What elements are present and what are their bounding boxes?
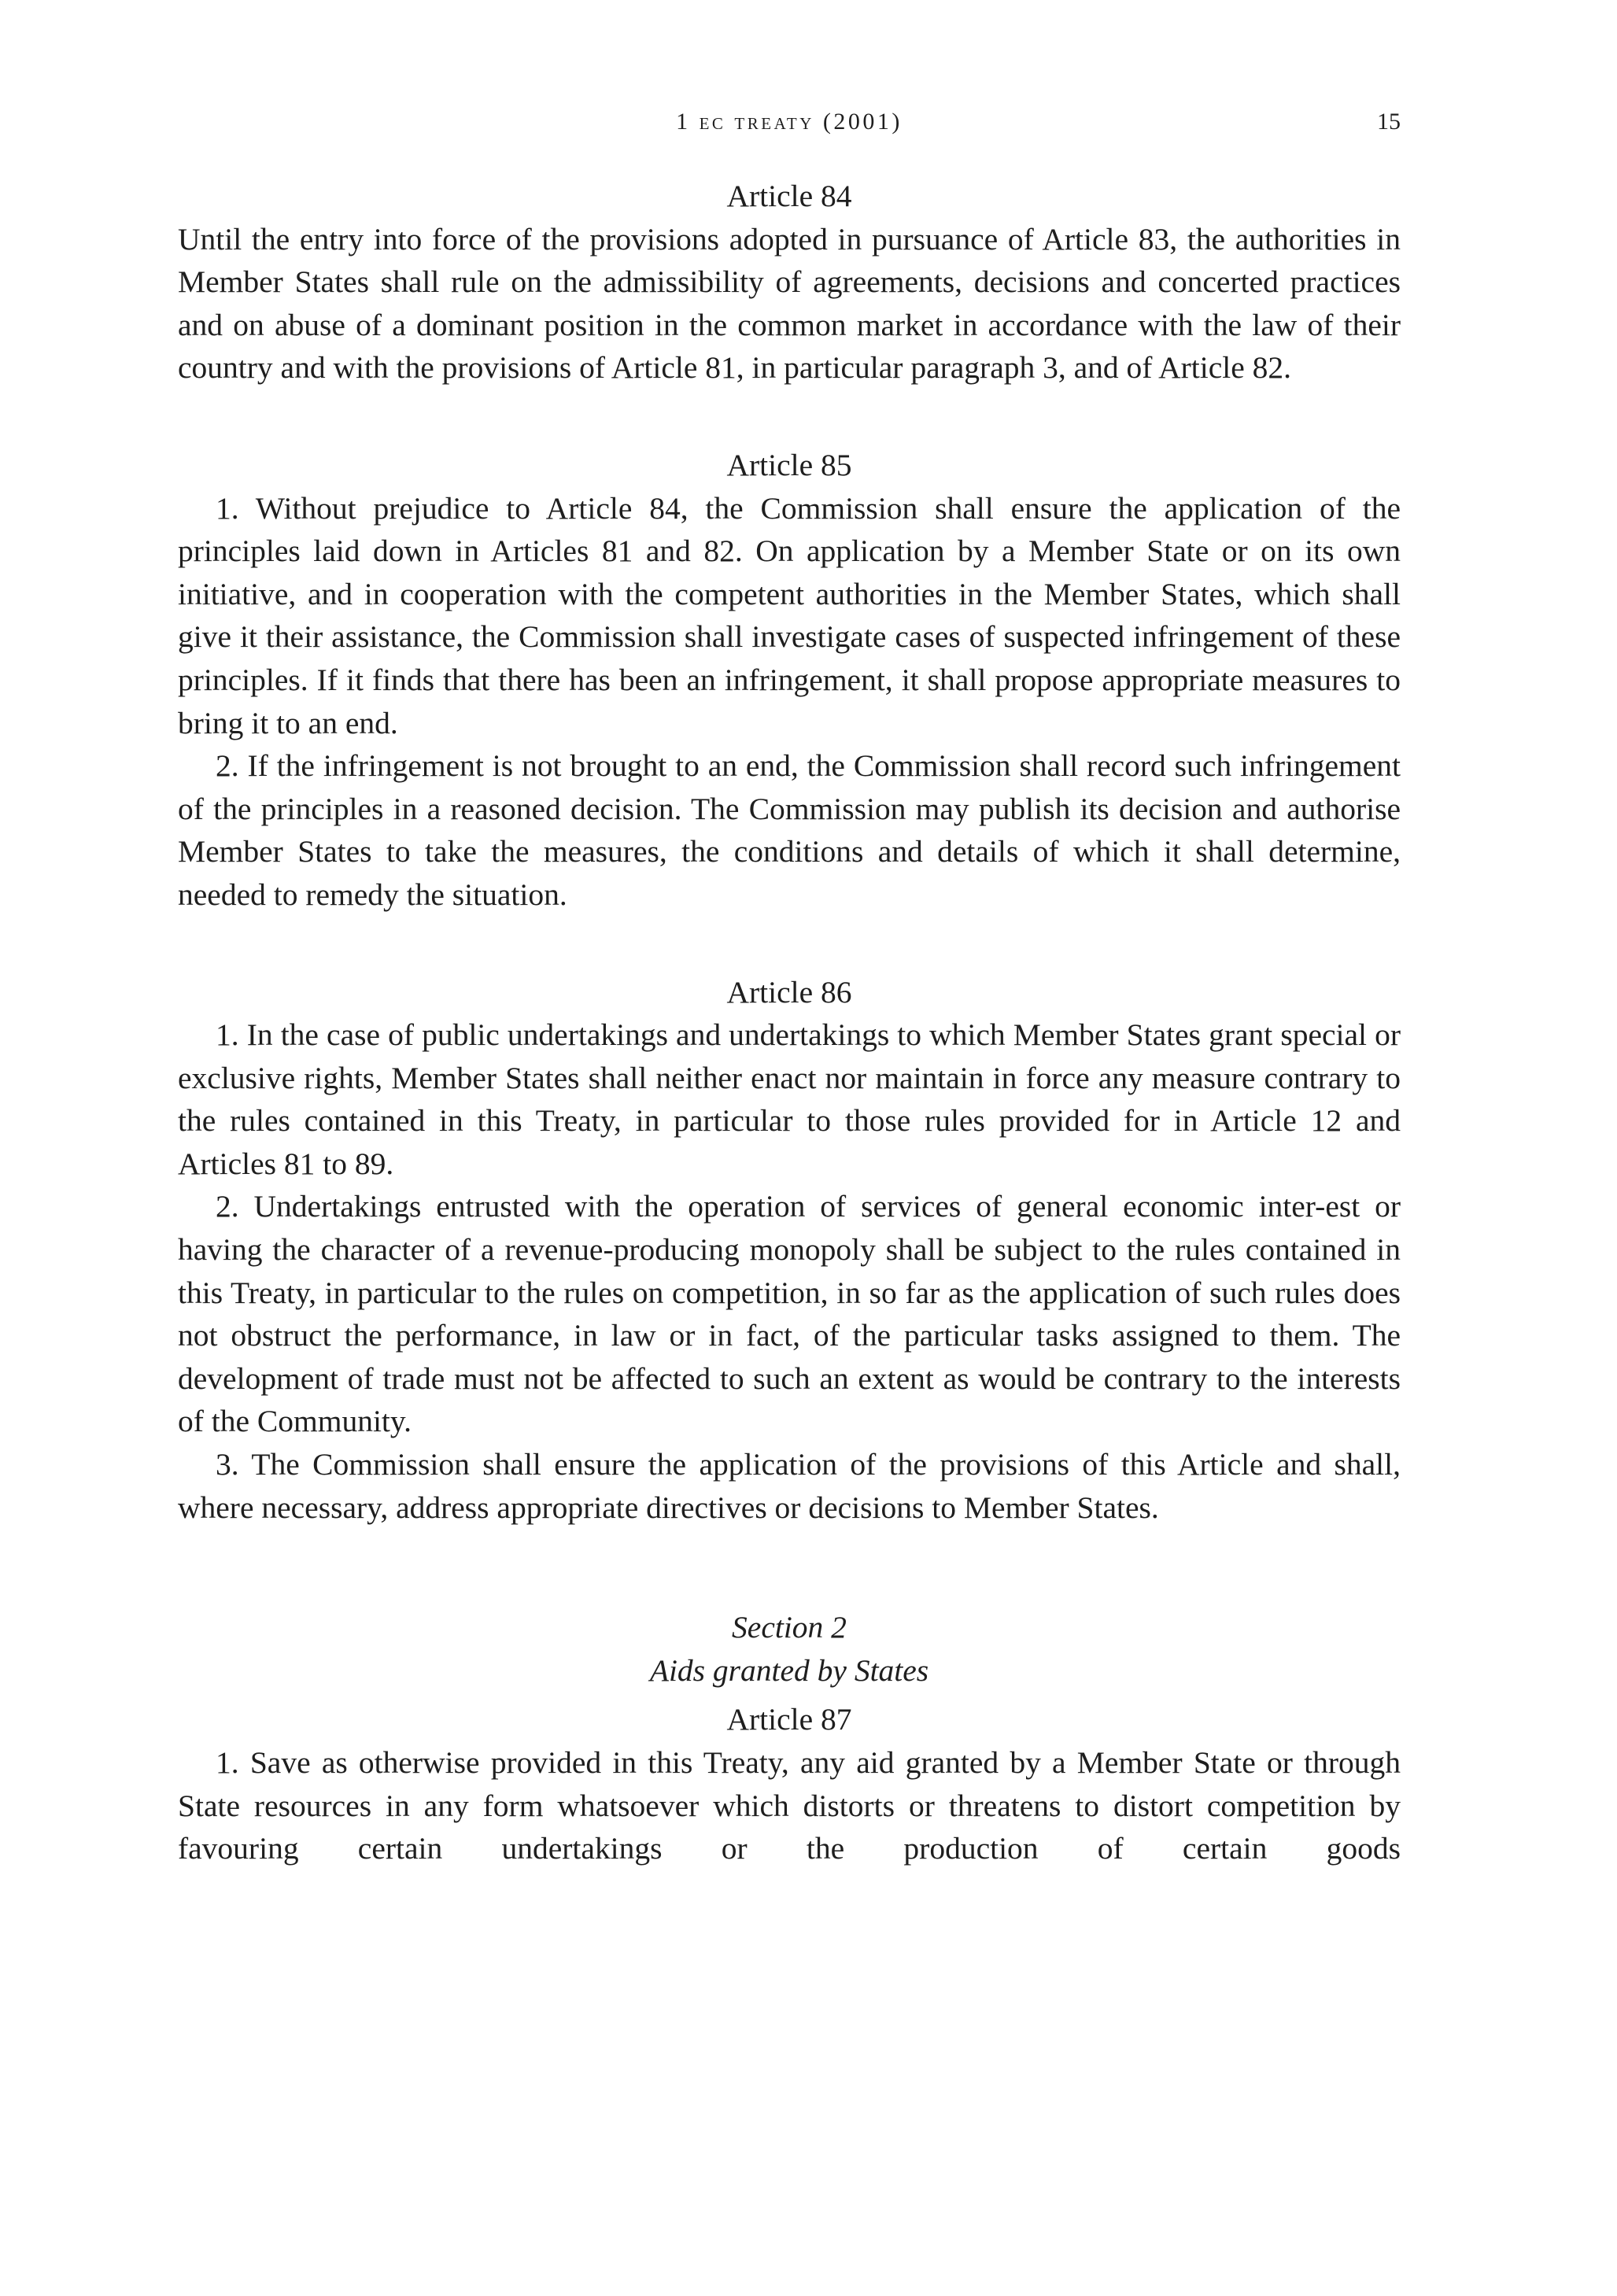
section-number: Section 2 xyxy=(732,1610,847,1645)
section-2-heading xyxy=(178,1606,1401,1692)
page-number: 15 xyxy=(1377,109,1401,135)
article-paragraph: 1. Without prejudice to Article 84, the Commission shall ensure the application of the principles laid down in Articles 81 and 82. On application by a Member State or on its own initiative, and in cooperation with the competent authorities in the Member States, which shall give it their assistance, the Commission shall investigate cases of suspected infringement of these principles. If it finds that there has been an infringement, it shall propose appropriate measures to bring it to an end. xyxy=(178,490,1401,740)
article-paragraph: 3. The Commission shall ensure the application of the provisions of this Article and shall, where necessary, address appropriate directives or decisions to Member States. xyxy=(178,1447,1401,1525)
article-86 xyxy=(178,971,1401,1530)
article-heading: Article 87 xyxy=(726,1702,852,1737)
article-heading: Article 85 xyxy=(726,447,852,482)
article-heading: Article 86 xyxy=(726,974,852,1010)
article-paragraph: Until the entry into force of the provisions adopted in pursuance of Article 83, the authorities in Member States shall rule on the admissibility of agreements, decisions and concerted practices and on abuse of a dominant position in the common market in accordance with the law of their country and with the provisions of Article 81, in particular paragraph 3, and of Article 82. xyxy=(178,221,1401,386)
article-paragraph: 1. In the case of public undertakings and undertakings to which Member States grant special or exclusive rights, Member States shall neither enact nor maintain in force any measure contrary to the rules contained in this Treaty, in particular to those rules provided for in Article 12 and Articles 81 to 89. xyxy=(178,1017,1401,1181)
article-87 xyxy=(178,1698,1401,1870)
article-paragraph: 2. If the infringement is not brought to an end, the Commission shall record such infringement of the principles in a reasoned decision. The Commission may publish its decision and authorise Member States to take the measures, the conditions and details of which it shall determine, needed to remedy the situation. xyxy=(178,748,1401,912)
running-title: 1 ec treaty (2001) xyxy=(676,109,903,135)
article-85 xyxy=(178,444,1401,917)
article-84 xyxy=(178,175,1401,389)
body-text xyxy=(178,175,1401,1870)
article-heading: Article 84 xyxy=(726,179,852,213)
running-header xyxy=(178,109,1401,143)
section-title: Aids granted by States xyxy=(649,1652,929,1688)
article-paragraph: 1. Save as otherwise provided in this Treaty, any aid granted by a Member State or through State resources in any form whatsoever which distorts or threatens to distort competition by favouring certain undertakings or the production of certain goods xyxy=(178,1745,1401,1866)
article-paragraph: 2. Undertakings entrusted with the operation of services of general economic inter-est or having the character of a revenue-producing monopoly shall be subject to the rules contained in this Treaty, in particular to the rules on competition, in so far as the application of such rules does not obstruct the performance, in law or in fact, of the particular tasks assigned to them. The development of trade must not be affected to such an extent as would be contrary to the interests of the Community. xyxy=(178,1189,1401,1439)
